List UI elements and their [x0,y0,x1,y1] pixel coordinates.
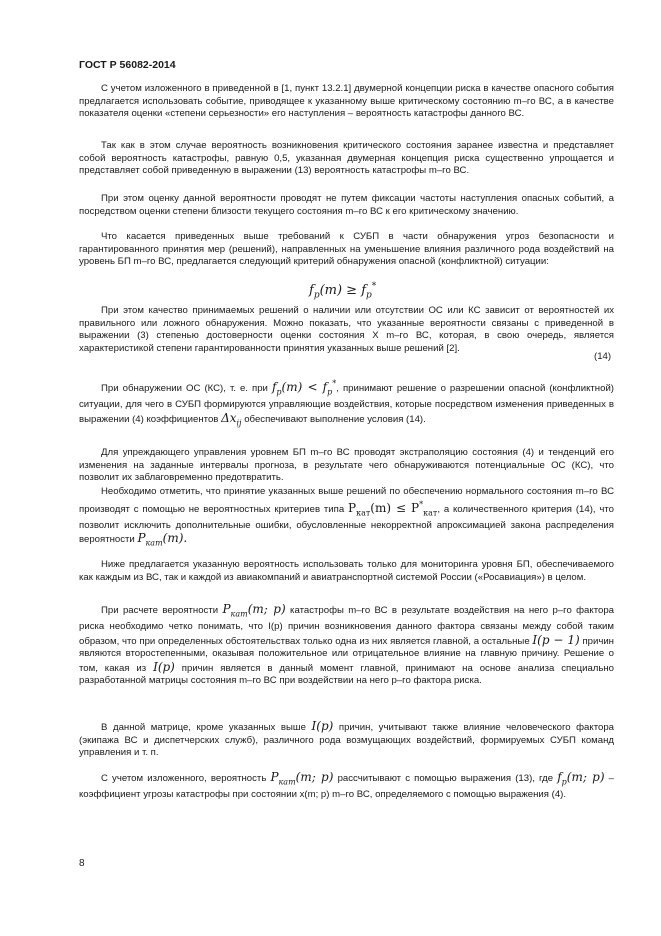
formula-ip: I(p) [153,659,175,674]
paragraph-8-part-1: Необходимо отметить, что принятие указанных выше решений по обеспечению нормального состояния m–го ВС производят с помощью не вероятностных критериев типа [79,486,614,515]
paragraph-4: Что касается приведенных выше требований к СУБП в части обнаружения угроз безопасности и гарантированного принятия мер (решений), направленных на уменьшение влияния различного рода воздействий на уровень БП m–го ВС, предлагается следующий критерий обнаружения опасной (конфликтной) ситуации: [79,231,614,268]
paragraph-12-part-1: С учетом изложенного, вероятность [101,773,267,784]
page-number: 8 [79,858,85,869]
paragraph-7: Для упреждающего управления уровнем БП m–го ВС проводят экстраполяцию состояния (4) и тенденций его изменения на заданные интервалы прогноза, в результате чего обнаруживаются потенциальные ОС (КС), что позволит их заблаговременно предотвратить. [79,447,614,484]
paragraph-2: Так как в этом случае вероятность возникновения критического состояния заранее известна и представляет собой вероятность катастрофы, равную 0,5, указанная двумерная концепция риска существенно упрощается и представляет собой приведенную в выражении (13) вероятность катастрофы m–го ВС. [79,140,614,177]
paragraph-10 [79,603,614,688]
paragraph-6-part-2: , принимают решение о разрешении опасной (конфликтной) ситуации, для чего в СУБП формируются управляющие воздействия, которые посредством изменения приведенных в выражении (4) коэффициентов [79,383,614,425]
paragraph-8 [79,486,614,550]
paragraph-10-part-2: катастрофы m–го ВС в результате воздействия на него р–го фактора риска необходимо четко понимать, что I(р) причин возникновения данного фактора связаны между собой таким образом, что при определенных обстоятельствах только одна из них является главной, а остальные [79,605,614,647]
paragraph-6-part-1: При обнаружении ОС (КС), т. е. при [101,383,268,394]
paragraph-11-part-1: В данной матрице, кроме указанных выше [101,722,306,733]
formula-condition: $f_p(m) < f_p^*$ [271,379,337,397]
formula-ip-2: I(p) [311,719,334,733]
paragraph-3: При этом оценку данной вероятности проводят не путем фиксации частоты наступления опасных событий, а посредством оценки степени близости текущего состояния m–го ВС к его критическому значению. [79,193,614,217]
paragraph-11-part-2: причин, учитывают также влияние человеческого фактора (экипажа ВС и диспетчерских служб), различного рода возмущающих воздействий, формируемых СУБП команд управления и т. п. [79,722,614,759]
formula-f-mp: $f_p(m$; p) [557,770,605,787]
formula-pkat-compare: $P_{кат}(m) \le P^*_{кат}$ [348,499,438,517]
formula-14: $f_p(m) \ge f_p^*$ [309,282,377,301]
paragraph-8-part-2: , а количественного критерия (14), что позволит исключить дополнительные ошибки, обусловленные некорректной апроксимацией закона распределения вероятности [79,503,614,546]
paragraph-10-part-3: причин являются второстепенными, оказывая положительное или отрицательное влияние на главную причину. Решение о том, какая из [79,635,614,674]
paragraph-6-part-3: обеспечивают выполнение условия (14). [244,413,426,425]
equation-number: (14) [594,351,612,362]
formula-pkat-mp: $P_{кат}(m$; p) [222,602,286,619]
document-header: ГОСТ Р 56082-2014 [79,59,176,71]
formula-pkat-m: $P_{кат}(m)$. [137,531,188,548]
paragraph-11 [79,720,614,760]
paragraph-12 [79,771,614,802]
paragraph-6 [79,378,614,430]
paragraph-1: С учетом изложенного в приведенной в [1, пункт 13.2.1] двумерной концепции риска в качестве опасного события предлагается использовать событие, приводящее к указанному выше критическому состоянию m–го ВС, а в качестве показателя оценки «степени серьезности» его наступления – вероятность катастрофы данного ВС. [79,83,614,120]
paragraph-5: При этом качество принимаемых решений о наличии или отсутствии ОС или КС зависит от вероятностей их правильного или ложного обнаружения. Можно показать, что указанные вероятности связаны с приведенной в выражении (3) степенью достоверности оценки состояния X m–го ВС, которая, в свою очередь, является характеристикой степени гарантированности принятия указанных выше решений [2]. [79,305,614,354]
paragraph-12-part-2: рассчитывают с помощью выражения (13), где [337,773,554,784]
paragraph-10-part-1: При расчете вероятности [101,605,219,616]
paragraph-12-part-3: – коэффициент угрозы катастрофы при состоянии x(m; р) m–го ВС, определяемого с помощью выражения (4). [79,773,615,800]
paragraph-10-part-4: причин является в данный момент главной, принимают на основе анализа специально разработанной матрицы состояния m–го ВС при воздействии на него р–го фактора риска. [79,662,615,687]
paragraph-9: Ниже предлагается указанную вероятность использовать только для мониторинга уровня БП, обеспечиваемого как каждым из ВС, так и каждой из авиакомпаний и авиатранспортной системой России («Росавиация») в целом. [79,559,614,583]
formula-delta-x: $\Delta x_{ij}$ [221,410,242,427]
formula-ip-minus-1: I(p − 1) [532,632,580,647]
formula-pkat-mp-2: $P_{кат}(m$; p) [270,770,334,787]
